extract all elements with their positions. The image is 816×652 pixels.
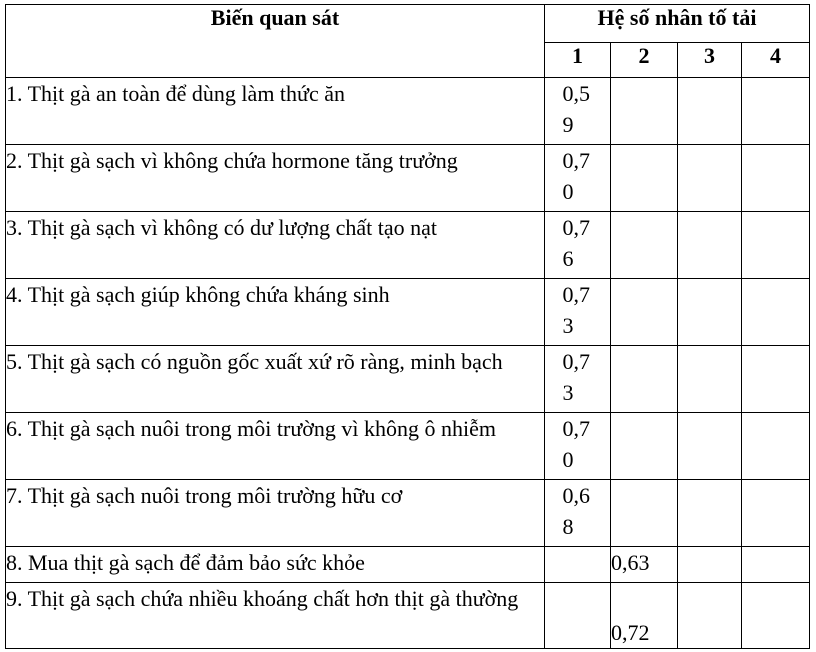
table-row (6, 145, 810, 212)
factor-3-header: 3 (678, 43, 742, 78)
loading-value: 0,70 (562, 416, 590, 472)
loading-f3 (678, 212, 742, 279)
loading-f2 (611, 212, 678, 279)
loading-f2 (611, 279, 678, 346)
factor-2-header: 2 (611, 43, 678, 78)
table-row (6, 212, 810, 279)
variable-label: 2. Thịt gà sạch vì không chứa hormone tăng trưởng (6, 145, 545, 212)
loading-f1 (545, 547, 611, 583)
variable-label: 3. Thịt gà sạch vì không có dư lượng chất tạo nạt (6, 212, 545, 279)
loading-f2 (611, 346, 678, 413)
loading-f2 (611, 78, 678, 145)
loading-f4 (742, 145, 810, 212)
loading-f3 (678, 413, 742, 480)
factor-1-header: 1 (545, 43, 611, 78)
variable-label: 8. Mua thịt gà sạch để đảm bảo sức khỏe (6, 547, 545, 583)
loading-f1 (545, 583, 611, 649)
loading-f4 (742, 78, 810, 145)
table-row (6, 480, 810, 547)
table-row (6, 346, 810, 413)
loading-f4 (742, 413, 810, 480)
factor-loading-group-header: Hệ số nhân tố tải (545, 5, 810, 43)
variable-label: 4. Thịt gà sạch giúp không chứa kháng sinh (6, 279, 545, 346)
loading-f3 (678, 346, 742, 413)
factor-4-header: 4 (742, 43, 810, 78)
loading-f1 (545, 413, 611, 480)
loading-f2 (611, 480, 678, 547)
loading-f4 (742, 346, 810, 413)
loading-value: 0,70 (562, 148, 590, 204)
variable-label: 6. Thịt gà sạch nuôi trong môi trường vì không ô nhiễm (6, 413, 545, 480)
loading-f4 (742, 480, 810, 547)
table-row (6, 547, 810, 583)
loading-f4 (742, 583, 810, 649)
table-row (6, 78, 810, 145)
loading-f4 (742, 212, 810, 279)
loading-f1 (545, 78, 611, 145)
loading-f3 (678, 78, 742, 145)
loading-f3 (678, 547, 742, 583)
loading-f2: 0,63 (611, 547, 678, 583)
loading-f2 (611, 145, 678, 212)
variable-column-header: Biến quan sát (6, 5, 545, 78)
table-row (6, 279, 810, 346)
loading-f1 (545, 279, 611, 346)
loading-value: 0,73 (562, 349, 590, 405)
loading-value: 0,59 (562, 81, 590, 137)
loading-f3 (678, 279, 742, 346)
loading-f4 (742, 279, 810, 346)
loading-f4 (742, 547, 810, 583)
loading-f3 (678, 583, 742, 649)
variable-label: 7. Thịt gà sạch nuôi trong môi trường hữu cơ (6, 480, 545, 547)
variable-label: 9. Thịt gà sạch chứa nhiều khoáng chất hơn thịt gà thường (6, 583, 545, 649)
loading-f1 (545, 346, 611, 413)
loading-f3 (678, 145, 742, 212)
loading-f2 (611, 413, 678, 480)
loading-value: 0,76 (562, 215, 590, 271)
table-row (6, 413, 810, 480)
loading-value: 0,73 (562, 282, 590, 338)
loading-f2: 0,72 (611, 583, 678, 649)
factor-loadings-table (5, 4, 810, 649)
loading-f1 (545, 480, 611, 547)
loading-f1 (545, 145, 611, 212)
loading-value: 0,68 (562, 483, 590, 539)
loading-f3 (678, 480, 742, 547)
variable-label: 1. Thịt gà an toàn để dùng làm thức ăn (6, 78, 545, 145)
loading-f1 (545, 212, 611, 279)
table-row (6, 583, 810, 649)
variable-label: 5. Thịt gà sạch có nguồn gốc xuất xứ rõ ràng, minh bạch (6, 346, 545, 413)
